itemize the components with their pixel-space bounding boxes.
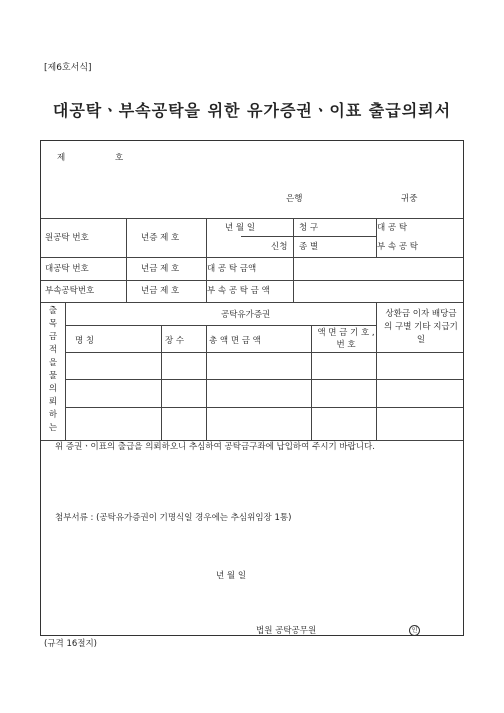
form-number: [제6호서식] — [44, 63, 92, 73]
col-divider — [293, 218, 294, 257]
row-divider — [65, 407, 463, 408]
col-face-code-header: 액 면 금 기 호 , 번 호 — [317, 328, 375, 350]
col-divider — [376, 302, 377, 440]
col-divider — [293, 257, 294, 302]
row-divider — [41, 302, 463, 303]
withdrawal-vertical-label: 출목금적을물의뢰하는 — [48, 306, 58, 433]
size-note: (규격 16절지) — [44, 639, 97, 649]
type-deputy: 대 공 탁 — [377, 223, 408, 233]
document-title: 대공탁ㆍ부속공탁을 위한 유가증권ㆍ이표 출급의뢰서 — [52, 101, 452, 120]
col-total-face-header: 총 액 면 금 액 — [209, 336, 261, 346]
col-divider — [206, 325, 207, 440]
request-date: 년 월 일 — [225, 223, 256, 233]
request-statement: 위 증권ㆍ이표의 출급을 의뢰하오니 추심하여 공탁금구좌에 납입하여 주시기 바랍니다. — [55, 442, 375, 452]
col-divider — [161, 325, 162, 440]
col-divider — [311, 325, 312, 440]
type-attached: 부 속 공 탁 — [377, 242, 418, 252]
row-divider — [41, 280, 463, 281]
row-divider — [41, 218, 463, 219]
deputy-deposit-value: 년금 제 호 — [141, 264, 180, 274]
attached-amount-label: 부 속 공 탁 금 액 — [207, 286, 270, 296]
row-divider — [241, 236, 376, 237]
col-divider — [65, 302, 66, 440]
attached-deposit-value: 년금 제 호 — [141, 286, 180, 296]
col-sheets-header: 장 수 — [165, 336, 185, 346]
row-divider — [41, 257, 463, 258]
deputy-deposit-label: 대공탁 번호 — [45, 264, 89, 274]
col-name-header: 명 칭 — [75, 336, 95, 346]
request-label: 신청 — [271, 242, 288, 252]
serial-suffix: 호 — [115, 153, 124, 163]
row-divider — [41, 440, 463, 441]
signature-date: 년 월 일 — [216, 571, 247, 581]
serial-prefix: 제 — [57, 153, 66, 163]
row-divider — [65, 352, 463, 353]
bank-label: 은행 — [286, 194, 303, 204]
row-divider — [65, 379, 463, 380]
col-divider — [126, 218, 127, 302]
seal-icon: 인 — [409, 625, 420, 636]
original-deposit-value: 년증 제 호 — [141, 233, 180, 243]
deputy-amount-label: 대 공 탁 금액 — [207, 264, 257, 274]
type-label: 종 별 — [299, 242, 319, 252]
form-table — [40, 140, 464, 636]
securities-section-title: 공탁유가증권 — [221, 310, 271, 320]
signer-label: 법원 공탁공무원 — [256, 626, 317, 636]
recipient-label: 귀중 — [401, 194, 418, 204]
claim-label: 청 구 — [299, 223, 319, 233]
attached-deposit-label: 부속공탁번호 — [45, 286, 95, 296]
attachment-note: 첨부서류 : (공탁유가증권이 기명식일 경우에는 추심위임장 1통) — [55, 513, 292, 523]
original-deposit-label: 원공탁 번호 — [45, 233, 89, 243]
row-divider — [65, 325, 376, 326]
col-redemption-header: 상환금 이자 배당금의 구별 기타 지급기일 — [384, 309, 458, 345]
seal-mark — [409, 625, 420, 636]
